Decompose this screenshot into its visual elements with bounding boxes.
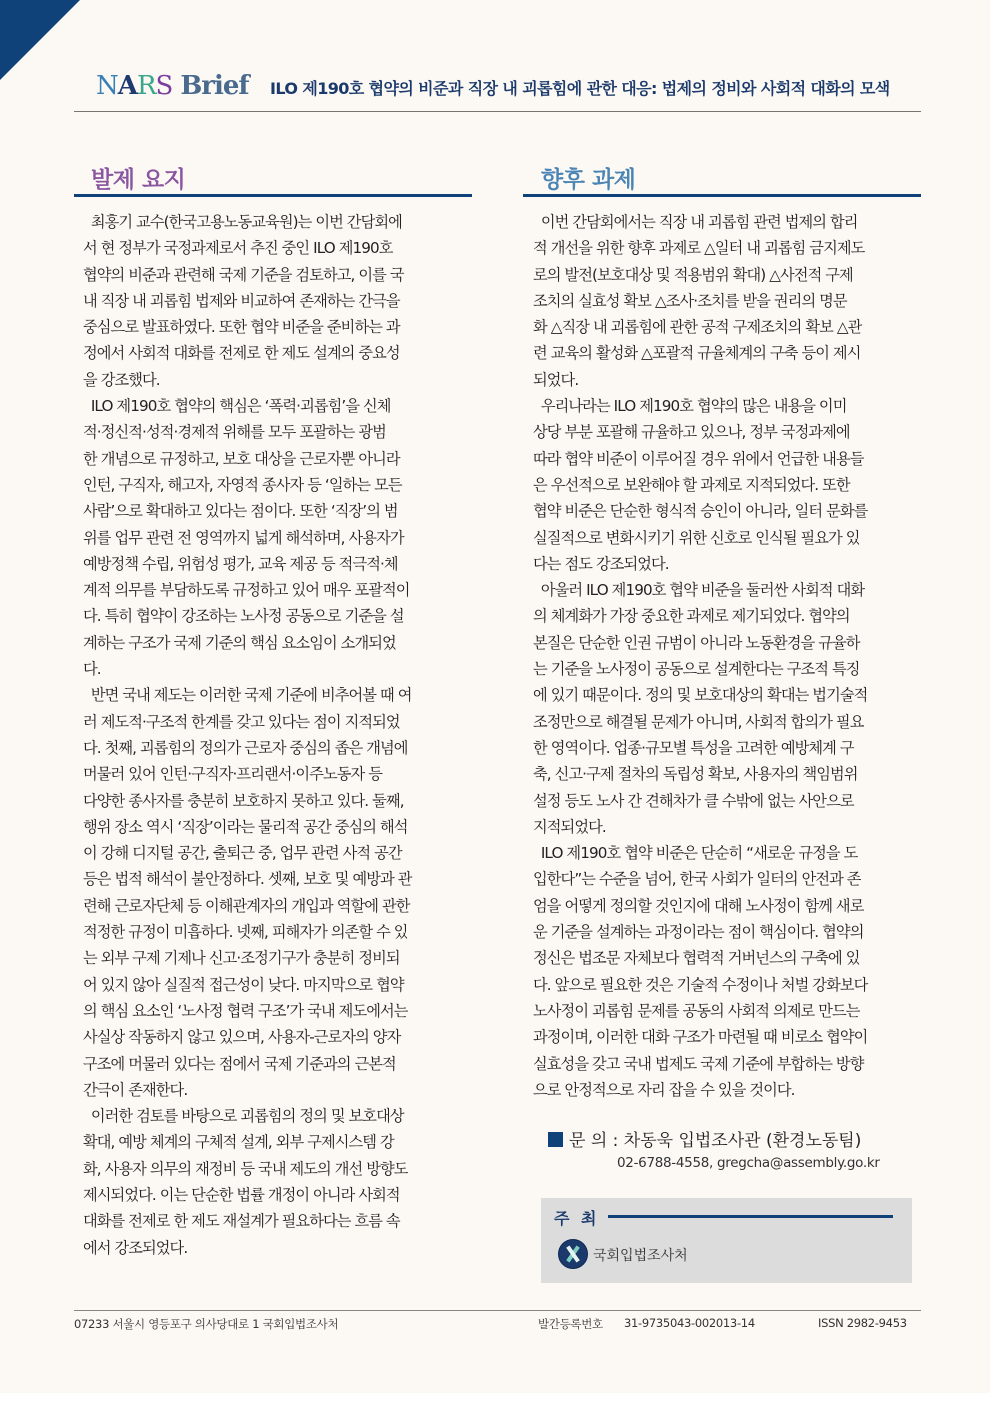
footer-reg-number: 31-9735043-002013-14: [624, 1316, 755, 1330]
host-box: [541, 1198, 912, 1283]
text-line: 다. 첫째, 괴롭힘의 정의가 근로자 중심의 좁은 개념에: [83, 738, 408, 757]
contact-label: 문 의 : 차동욱 입법조사관 (환경노동팀): [569, 1131, 862, 1151]
text-line: 따라 협약 비준이 이루어질 경우 위에서 언급한 내용들: [533, 449, 864, 468]
text-line: 설정 등도 노사 간 견해차가 클 수밖에 없는 사안으로: [533, 791, 854, 810]
text-line: 은 우선적으로 보완해야 할 과제로 지적되었다. 또한: [533, 475, 850, 494]
host-name: 국회입법조사처: [593, 1248, 688, 1264]
footer-divider: [74, 1310, 921, 1311]
text-line: 계적 의무를 부담하도록 규정하고 있어 매우 포괄적이: [83, 581, 410, 600]
text-line: 내 직장 내 괴롭힘 법제와 비교하여 존재하는 간극을: [83, 291, 400, 310]
text-line: 다양한 종사자를 충분히 보호하지 못하고 있다. 둘째,: [83, 791, 404, 810]
text-line: 실질적으로 변화시키기 위한 신호로 인식될 필요가 있: [533, 528, 860, 547]
text-line: 이러한 검토를 바탕으로 괴롭힘의 정의 및 보호대상: [83, 1107, 404, 1126]
nars-brief-logo: [96, 71, 249, 101]
text-line: 화, 사용자 의무의 재정비 등 국내 제도의 개선 방향도: [83, 1159, 408, 1178]
text-line: 상당 부분 포괄해 규율하고 있으나, 정부 국정과제에: [533, 423, 850, 442]
text-line: 엄을 어떻게 정의할 것인지에 대해 노사정이 함께 새로: [533, 896, 864, 915]
text-line: 에 있기 때문이다. 정의 및 보호대상의 확대는 법기술적: [533, 686, 868, 705]
section-title-future-tasks: 향후 과제: [541, 167, 636, 193]
text-line: 최홍기 교수(한국고용노동교육원)는 이번 간담회에: [83, 213, 402, 231]
text-line: 사실상 작동하지 않고 있으며, 사용자-근로자의 양자: [83, 1028, 401, 1047]
text-line: 되었다.: [533, 370, 579, 389]
section-title-summary: 발제 요지: [91, 167, 186, 193]
text-line: 과정이며, 이러한 대화 구조가 마련될 때 비로소 협약이: [533, 1028, 868, 1047]
header-divider: [74, 111, 921, 112]
text-line: 정에서 사회적 대화를 전제로 한 제도 설계의 중요성: [83, 344, 400, 363]
text-line: 실효성을 갖고 국내 법제도 국제 기준에 부합하는 방향: [533, 1054, 864, 1073]
corner-decoration: [0, 0, 80, 80]
header-title: ILO 제190호 협약의 비준과 직장 내 괴롭힘에 관한 대응: 법제의 정비와 사회적 대화의 모색: [270, 79, 890, 98]
text-line: 는 외부 구제 기제나 신고·조정기구가 충분히 정비되: [83, 949, 400, 968]
contact-detail: 02-6788-4558, gregcha@assembly.go.kr: [617, 1155, 880, 1171]
text-line: 련해 근로자단체 등 이해관계자의 개입과 역할에 관한: [83, 896, 410, 915]
text-line: 우리나라는 ILO 제190호 협약의 많은 내용을 이미: [533, 397, 847, 416]
host-label: 주 최: [554, 1209, 600, 1228]
text-line: 다.: [83, 660, 101, 679]
text-line: 적정한 규정이 미흡하다. 넷째, 피해자가 의존할 수 있: [83, 923, 408, 942]
text-line: 인턴, 구직자, 해고자, 자영적 종사자 등 ‘일하는 모든: [83, 475, 402, 494]
text-line: 간극이 존재한다.: [83, 1080, 188, 1099]
text-line: 본질은 단순한 인권 규범이 아니라 노동환경을 규율하: [533, 633, 860, 652]
text-line: 위를 업무 관련 전 영역까지 넓게 해석하며, 사용자가: [83, 528, 404, 547]
text-line: 서 현 정부가 국정과제로서 추진 중인 ILO 제190호: [83, 239, 393, 258]
text-line: 한 개념으로 규정하고, 보호 대상을 근로자뿐 아니라: [83, 449, 400, 468]
text-line: 한 영역이다. 업종·규모별 특성을 고려한 예방체계 구: [533, 738, 854, 757]
text-line: 적 개선을 위한 향후 과제로 △일터 내 괴롭힘 금지제도: [533, 239, 865, 258]
nars-emblem-icon: [558, 1239, 588, 1269]
text-line: 머물러 있어 인턴·구직자·프리랜서·이주노동자 등: [83, 765, 382, 784]
square-bullet-icon: [548, 1132, 563, 1147]
text-line: 다. 특히 협약이 강조하는 노사정 공동으로 기준을 설: [83, 607, 404, 626]
text-line: 러 제도적·구조적 한계를 갖고 있다는 점이 지적되었: [83, 712, 400, 731]
text-line: 이 강해 디지털 공간, 출퇴근 중, 업무 관련 사적 공간: [83, 844, 402, 863]
text-line: 에서 강조되었다.: [83, 1238, 188, 1257]
text-line: 중심으로 발표하였다. 또한 협약 비준을 준비하는 과: [83, 318, 400, 337]
text-line: 확대, 예방 체계의 구체적 설계, 외부 구제시스템 강: [83, 1133, 394, 1152]
footer-issn: ISSN 2982-9453: [818, 1316, 907, 1330]
text-line: 어 있지 않아 실질적 접근성이 낮다. 마지막으로 협약: [83, 975, 404, 994]
text-line: 구조에 머물러 있다는 점에서 국제 기준과의 근본적: [83, 1054, 396, 1073]
text-line: 조정만으로 해결될 문제가 아니며, 사회적 합의가 필요: [533, 712, 864, 731]
text-line: 다. 앞으로 필요한 것은 기술적 수정이나 처벌 강화보다: [533, 975, 868, 994]
logo-letter-r: R: [136, 71, 156, 101]
text-line: 의 체계화가 가장 중요한 과제로 제기되었다. 협약의: [533, 607, 850, 626]
text-line: 계하는 구조가 국제 기준의 핵심 요소임이 소개되었: [83, 633, 396, 652]
text-line: 다는 점도 강조되었다.: [533, 554, 669, 573]
text-line: 련 교육의 활성화 △포괄적 규율체계의 구축 등이 제시: [533, 344, 861, 363]
text-line: 을 강조했다.: [83, 370, 160, 389]
text-line: 반면 국내 제도는 이러한 국제 기준에 비추어볼 때 여: [83, 686, 412, 705]
text-line: ILO 제190호 협약 비준은 단순히 “새로운 규정을 도: [533, 844, 858, 863]
text-line: 협약의 비준과 관련해 국제 기준을 검토하고, 이를 국: [83, 265, 404, 284]
section-rule-right: [523, 194, 921, 197]
text-line: 사람’으로 확대하고 있다는 점이다. 또한 ‘직장’의 범: [83, 502, 398, 521]
text-line: 화 △직장 내 괴롭힘에 관한 공적 구제조치의 확보 △관: [533, 318, 862, 337]
footer-address: 07233 서울시 영등포구 의사당대로 1 국회입법조사처: [74, 1317, 339, 1331]
text-line: 는 기준을 노사정이 공동으로 설계한다는 구조적 특징: [533, 660, 860, 679]
text-line: 으로 안정적으로 자리 잡을 수 있을 것이다.: [533, 1080, 795, 1099]
text-line: ILO 제190호 협약의 핵심은 ‘폭력·괴롭힘’을 신체: [83, 397, 391, 416]
text-line: 행위 장소 역시 ‘직장’이라는 물리적 공간 중심의 해석: [83, 817, 408, 836]
future-tasks-body: [533, 209, 925, 1103]
text-line: 제시되었다. 이는 단순한 법률 개정이 아니라 사회적: [83, 1185, 400, 1204]
text-line: 이번 간담회에서는 직장 내 괴롭힘 관련 법제의 합리: [533, 213, 858, 231]
text-line: 지적되었다.: [533, 817, 606, 836]
logo-brief: Brief: [180, 71, 249, 101]
text-line: 운 기준을 설계하는 과정이라는 점이 핵심이다. 협약의: [533, 923, 864, 942]
text-line: 축, 신고·구제 절차의 독립성 확보, 사용자의 책임범위: [533, 765, 858, 784]
text-line: 노사정이 괴롭힘 문제를 공동의 사회적 의제로 만드는: [533, 1001, 860, 1020]
summary-body: [83, 209, 483, 1261]
text-line: 예방정책 수립, 위험성 평가, 교육 제공 등 적극적·체: [83, 554, 398, 573]
text-line: 의 핵심 요소인 ‘노사정 협력 구조’가 국내 제도에서는: [83, 1001, 408, 1020]
text-line: 입한다”는 수준을 넘어, 한국 사회가 일터의 안전과 존: [533, 870, 861, 889]
section-rule-left: [74, 194, 472, 197]
host-divider: [608, 1215, 893, 1218]
contact-line: [548, 1126, 861, 1151]
text-line: 아울러 ILO 제190호 협약 비준을 둘러싼 사회적 대화: [533, 581, 865, 600]
text-line: 협약 비준은 단순한 형식적 승인이 아니라, 일터 문화를: [533, 502, 868, 521]
footer-reg-label: 발간등록번호: [538, 1317, 603, 1331]
logo-letter-n: N: [96, 71, 118, 101]
logo-letter-a: A: [117, 71, 137, 101]
text-line: 정신은 법조문 자체보다 협력적 거버넌스의 구축에 있: [533, 949, 860, 968]
text-line: 등은 법적 해석이 불안정하다. 셋째, 보호 및 예방과 관: [83, 870, 412, 889]
text-line: 대화를 전제로 한 제도 재설계가 필요하다는 흐름 속: [83, 1212, 400, 1231]
text-line: 조치의 실효성 확보 △조사·조치를 받을 권리의 명문: [533, 291, 847, 310]
text-line: 적·정신적·성적·경제적 위해를 모두 포괄하는 광범: [83, 423, 386, 442]
text-line: 로의 발전(보호대상 및 적용범위 확대) △사전적 구제: [533, 265, 853, 284]
logo-letter-s: S: [155, 71, 173, 101]
